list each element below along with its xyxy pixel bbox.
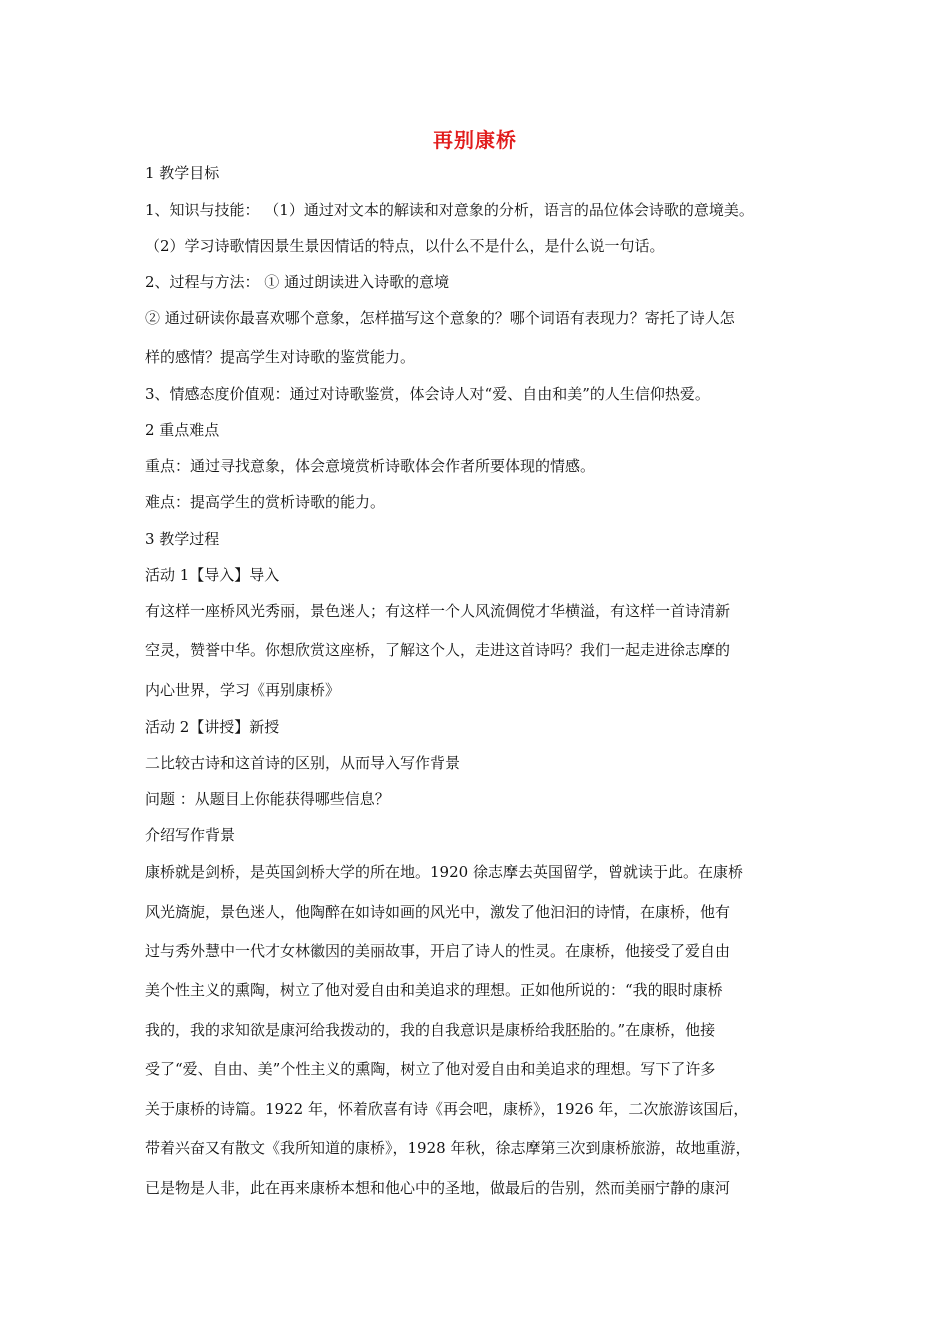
section-heading: 2 重点难点: [145, 421, 220, 439]
paragraph-line: 关于康桥的诗篇。1922 年，怀着欣喜有诗《再会吧，康桥》，1926 年，二次旅游该国后，: [145, 1100, 749, 1118]
paragraph-line: 受了“爱、自由、美”个性主义的熏陶，树立了他对爱自由和美追求的理想。写下了许多: [145, 1060, 716, 1078]
paragraph-line: ② 通过研读你最喜欢哪个意象，怎样描写这个意象的？哪个词语有表现力？寄托了诗人怎: [145, 309, 735, 327]
document-title: 再别康桥: [433, 128, 517, 152]
paragraph-line: 问题 ：从题目上你能获得哪些信息？: [145, 790, 390, 808]
paragraph-line: 样的感情？提高学生对诗歌的鉴赏能力。: [145, 348, 416, 366]
paragraph-line: 美个性主义的熏陶，树立了他对爱自由和美追求的理想。正如他所说的：“我的眼时康桥: [145, 981, 723, 999]
paragraph-line: 康桥就是剑桥，是英国剑桥大学的所在地。1920 徐志摩去英国留学，曾就读于此。在康桥: [145, 863, 743, 881]
section-heading: 1 教学目标: [145, 164, 220, 182]
paragraph-line: 风光旖旎，景色迷人，他陶醉在如诗如画的风光中，激发了他汩汩的诗情，在康桥，他有: [145, 903, 731, 921]
paragraph-line: 2、过程与方法： ① 通过朗读进入诗歌的意境: [145, 273, 450, 291]
paragraph-line: 介绍写作背景: [145, 826, 236, 844]
paragraph-line: 已是物是人非，此在再来康桥本想和他心中的圣地，做最后的告别，然而美丽宁静的康河: [145, 1179, 731, 1197]
paragraph-line: 内心世界，学习《再别康桥》: [145, 681, 341, 699]
paragraph-line: 1、知识与技能： （1）通过对文本的解读和对意象的分析，语言的品位体会诗歌的意境美。: [145, 201, 754, 219]
paragraph-line: 过与秀外慧中一代才女林徽因的美丽故事，开启了诗人的性灵。在康桥，他接受了爱自由: [145, 942, 731, 960]
paragraph-line: （2）学习诗歌情因景生景因情话的特点，以什么不是什么，是什么说一句话。: [145, 237, 665, 255]
paragraph-line: 重点：通过寻找意象，体会意境赏析诗歌体会作者所要体现的情感。: [145, 457, 596, 475]
paragraph-line: 我的，我的求知欲是康河给我拨动的，我的自我意识是康桥给我胚胎的。”在康桥，他接: [145, 1021, 716, 1039]
activity-heading: 活动 2【讲授】新授: [145, 718, 280, 736]
paragraph-line: 二比较古诗和这首诗的区别，从而导入写作背景: [145, 754, 461, 772]
activity-heading: 活动 1【导入】导入: [145, 566, 280, 584]
paragraph-line: 空灵，赞誉中华。你想欣赏这座桥，了解这个人，走进这首诗吗？我们一起走进徐志摩的: [145, 641, 731, 659]
section-heading: 3 教学过程: [145, 530, 220, 548]
paragraph-line: 有这样一座桥风光秀丽，景色迷人；有这样一个人风流倜傥才华横溢，有这样一首诗清新: [145, 602, 731, 620]
paragraph-line: 难点：提高学生的赏析诗歌的能力。: [145, 493, 386, 511]
paragraph-line: 带着兴奋又有散文《我所知道的康桥》，1928 年秋，徐志摩第三次到康桥旅游，故地重游，: [145, 1139, 751, 1157]
paragraph-line: 3、情感态度价值观：通过对诗歌鉴赏，体会诗人对“爱、自由和美”的人生信仰热爱。: [145, 385, 710, 403]
